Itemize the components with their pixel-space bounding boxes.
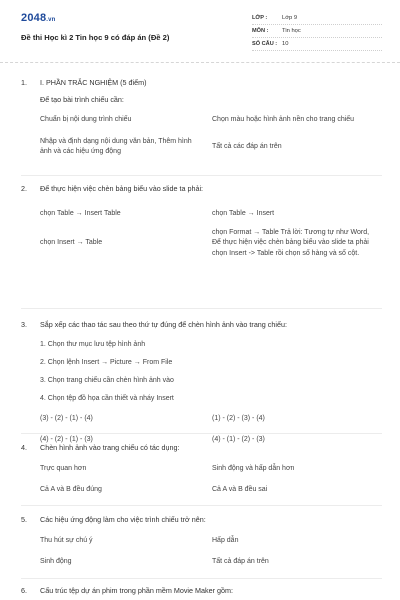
option-c[interactable]: (4) - (2) - (1) - (3) — [40, 435, 93, 443]
option-d[interactable]: chọn Format → Table Trả lời: Tương tự như Word, Để thực hiện việc chèn bảng biểu vào slide ta phải chọn Insert -> Table rồi chọn số hàng và số cột. — [212, 228, 370, 257]
step-1: 1. Chọn thư mục lưu tệp hình ảnh — [40, 341, 146, 348]
option-c[interactable]: Sinh động — [40, 557, 72, 565]
option-b[interactable]: Sinh động và hấp dẫn hơn — [212, 465, 295, 472]
question-5 — [0, 515, 400, 567]
question-text: Các hiệu ứng động làm cho việc trình chiếu trở nên: — [40, 515, 206, 524]
question-2 — [0, 184, 400, 259]
question-text: Để thực hiện việc chèn bảng biểu vào slide ta phải: — [40, 184, 204, 193]
step-3: 3. Chọn trang chiếu cần chèn hình ảnh vào — [40, 377, 174, 384]
step-4: 4. Chọn tệp đồ họa cần thiết và nháy Insert — [40, 395, 174, 402]
question-text: Chèn hình ảnh vào trang chiếu có tác dụng: — [40, 443, 180, 452]
question-text: Cấu trúc tệp dự án phim trong phần mềm Movie Maker gồm: — [40, 586, 233, 595]
option-b[interactable]: chọn Table → Insert — [212, 210, 275, 217]
question-number: 4. — [21, 443, 27, 452]
question-number: 5. — [21, 515, 27, 524]
option-c[interactable]: Cả A và B đều đúng — [40, 485, 102, 493]
step-2: 2. Chọn lệnh Insert → Picture → From File — [40, 359, 173, 366]
option-c[interactable]: Nhập và định dạng nội dung văn bản, Thêm hình ảnh và các hiệu ứng động — [40, 137, 192, 155]
question-6 — [0, 586, 400, 596]
question-number: 3. — [21, 320, 27, 329]
question-number: 1. — [21, 78, 27, 87]
meta-class: LỚP : Lớp 9 — [252, 12, 382, 25]
question-separator — [21, 505, 382, 506]
question-number: 2. — [21, 184, 27, 193]
option-a[interactable]: (3) - (2) - (1) - (4) — [40, 415, 93, 422]
question-number: 6. — [21, 586, 27, 595]
question-1 — [0, 78, 400, 158]
question-text: Để tạo bài trình chiếu cần: — [40, 95, 124, 104]
page-title: Đề thi Học kì 2 Tin học 9 có đáp án (Đề 2) — [21, 33, 170, 42]
section-title: I. PHẦN TRẮC NGHIỆM (5 điểm) — [40, 78, 147, 87]
option-b[interactable]: (1) - (2) - (3) - (4) — [212, 415, 265, 422]
question-separator — [21, 433, 382, 434]
question-separator — [21, 308, 382, 309]
exam-meta — [252, 12, 382, 51]
site-logo[interactable]: 2048.vn — [21, 12, 56, 24]
question-4 — [0, 443, 400, 495]
header-divider — [0, 62, 400, 63]
question-separator — [21, 175, 382, 176]
option-d[interactable]: Tất cả đáp án trên — [212, 557, 269, 565]
meta-subject: MÔN : Tin học — [252, 25, 382, 38]
question-separator — [21, 578, 382, 579]
option-a[interactable]: chọn Table → Insert Table — [40, 210, 121, 217]
option-a[interactable]: Chuẩn bị nội dung trình chiếu — [40, 116, 132, 123]
option-d[interactable]: Tất cả các đáp án trên — [212, 142, 282, 150]
option-d[interactable]: Cả A và B đều sai — [212, 485, 268, 493]
option-b[interactable]: Chọn màu hoặc hình ảnh nền cho trang chiếu — [212, 116, 355, 123]
option-a[interactable]: Thu hút sự chú ý — [40, 537, 93, 544]
option-b[interactable]: Hấp dẫn — [212, 537, 239, 544]
option-d[interactable]: (4) - (1) - (2) - (3) — [212, 435, 265, 443]
question-3 — [0, 320, 400, 445]
document-header — [0, 0, 400, 62]
option-a[interactable]: Trực quan hơn — [40, 465, 87, 472]
meta-question-count: SỐ CÂU : 10 — [252, 38, 382, 51]
question-text: Sắp xếp các thao tác sau theo thứ tự đúng để chèn hình ảnh vào trang chiếu: — [40, 320, 287, 329]
option-c[interactable]: chọn Insert → Table — [40, 239, 103, 246]
